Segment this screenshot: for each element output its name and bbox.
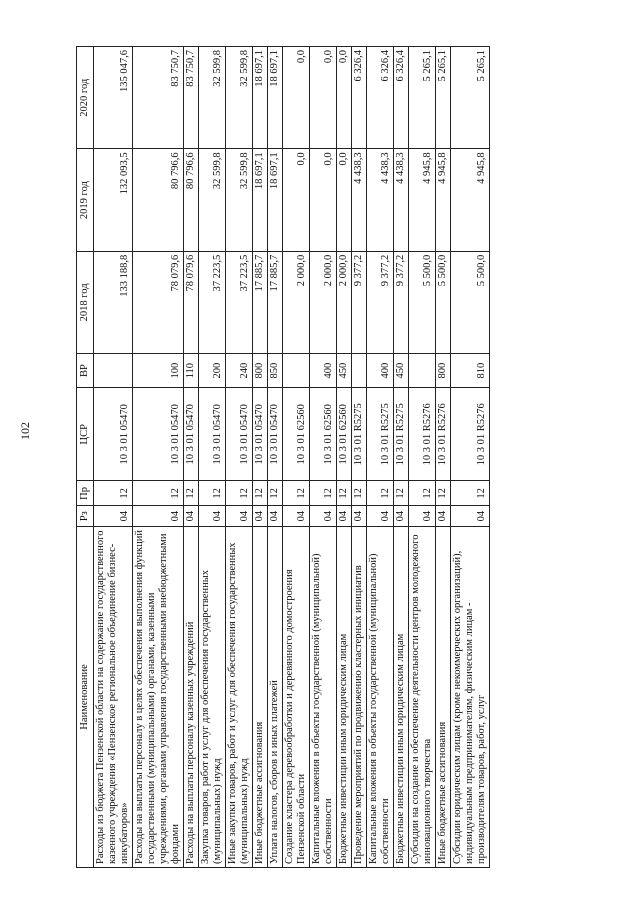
header-vr: ВР [77, 354, 94, 388]
row-vr: 800 [253, 354, 268, 388]
row-2018: 78 079,6 [184, 251, 199, 353]
row-2020: 5 265,1 [409, 47, 436, 149]
row-name: Расходы на выплаты персоналу казенных учреждений [184, 526, 199, 867]
row-rz: 04 [367, 506, 394, 526]
row-2020: 0,0 [337, 47, 352, 149]
row-2020: 6 326,4 [394, 47, 409, 149]
row-2018: 2 000,0 [283, 251, 310, 353]
row-pr: 12 [394, 481, 409, 506]
row-2018: 5 500,0 [451, 251, 490, 353]
row-2019: 4 945,8 [451, 149, 490, 251]
row-vr: 240 [226, 354, 253, 388]
row-csr: 10 3 01 05470 [268, 388, 283, 481]
row-rz: 04 [133, 506, 184, 526]
row-pr: 12 [451, 481, 490, 506]
row-2020: 6 326,4 [352, 47, 367, 149]
row-2018: 37 223,5 [199, 251, 226, 353]
table-row [133, 47, 184, 868]
row-vr [409, 354, 436, 388]
row-name: Расходы на выплаты персоналу в целях обеспечения выполнения функций государственными (муниципальными) органами, казенными учреждениями, органами управления государственными внебюджетными фондами [133, 526, 184, 867]
row-pr: 12 [199, 481, 226, 506]
row-rz: 04 [352, 506, 367, 526]
row-name: Иные бюджетные ассигнования [253, 526, 268, 867]
row-rz: 04 [394, 506, 409, 526]
row-csr: 10 3 01 62560 [337, 388, 352, 481]
row-vr: 850 [268, 354, 283, 388]
row-2020: 135 047,6 [94, 47, 133, 149]
row-rz: 04 [226, 506, 253, 526]
row-rz: 04 [199, 506, 226, 526]
row-rz: 04 [337, 506, 352, 526]
row-vr: 110 [184, 354, 199, 388]
row-2018: 5 500,0 [436, 251, 451, 353]
row-vr: 400 [367, 354, 394, 388]
row-2019: 0,0 [337, 149, 352, 251]
row-2020: 83 750,7 [184, 47, 199, 149]
row-2020: 18 697,1 [268, 47, 283, 149]
row-pr: 12 [409, 481, 436, 506]
row-pr: 12 [337, 481, 352, 506]
row-rz: 04 [184, 506, 199, 526]
row-csr: 10 3 01 05470 [199, 388, 226, 481]
row-pr: 12 [253, 481, 268, 506]
row-2020: 0,0 [310, 47, 337, 149]
row-2019: 80 796,6 [133, 149, 184, 251]
row-vr: 200 [199, 354, 226, 388]
row-2019: 18 697,1 [253, 149, 268, 251]
row-name: Бюджетные инвестиции иным юридическим лицам [337, 526, 352, 867]
row-csr: 10 3 01 05470 [94, 388, 133, 481]
row-2018: 2 000,0 [337, 251, 352, 353]
row-2018: 9 377,2 [394, 251, 409, 353]
row-csr: 10 3 01 R5276 [451, 388, 490, 481]
row-2018: 37 223,5 [226, 251, 253, 353]
row-2020: 18 697,1 [253, 47, 268, 149]
header-rz: Рз [77, 506, 94, 526]
row-2018: 17 885,7 [253, 251, 268, 353]
row-name: Иные бюджетные ассигнования [436, 526, 451, 867]
row-csr: 10 3 01 R5275 [394, 388, 409, 481]
table-row [226, 47, 253, 868]
row-pr: 12 [226, 481, 253, 506]
row-2020: 32 599,8 [226, 47, 253, 149]
table-row [436, 47, 451, 868]
row-name: Субсидии на создание и обеспечение деятельности центров молодежного инновационного творчества [409, 526, 436, 867]
row-name: Капитальные вложения в объекты государственной (муниципальной) собственности [367, 526, 394, 867]
table-row [394, 47, 409, 868]
row-name: Уплата налогов, сборов и иных платежей [268, 526, 283, 867]
row-vr [352, 354, 367, 388]
row-vr [283, 354, 310, 388]
row-csr: 10 3 01 05470 [184, 388, 199, 481]
row-rz: 04 [283, 506, 310, 526]
row-2018: 133 188,8 [94, 251, 133, 353]
row-2019: 132 093,5 [94, 149, 133, 251]
row-csr: 10 3 01 05470 [226, 388, 253, 481]
row-pr: 12 [184, 481, 199, 506]
page-number: 102 [18, 422, 32, 440]
header-2018: 2018 год [77, 251, 94, 353]
table-row [94, 47, 133, 868]
header-name: Наименование [77, 526, 94, 867]
row-rz: 04 [451, 506, 490, 526]
row-2020: 83 750,7 [133, 47, 184, 149]
row-csr: 10 3 01 05470 [253, 388, 268, 481]
row-csr: 10 3 01 R5276 [409, 388, 436, 481]
row-2020: 5 265,1 [436, 47, 451, 149]
row-2019: 80 796,6 [184, 149, 199, 251]
row-vr: 810 [451, 354, 490, 388]
table-row [451, 47, 490, 868]
row-vr [94, 354, 133, 388]
row-csr: 10 3 01 62560 [310, 388, 337, 481]
row-2020: 0,0 [283, 47, 310, 149]
row-name: Расходы из бюджета Пензенской области на содержание государственного казенного учреждения «Пензенское региональное объединение бизнес-инкубаторов» [94, 526, 133, 867]
row-2019: 4 438,3 [352, 149, 367, 251]
row-2018: 2 000,0 [310, 251, 337, 353]
table-row [283, 47, 310, 868]
row-2019: 32 599,8 [199, 149, 226, 251]
row-2019: 4 438,3 [367, 149, 394, 251]
row-2018: 9 377,2 [352, 251, 367, 353]
row-vr: 100 [133, 354, 184, 388]
row-name: Субсидии юридическим лицам (кроме некоммерческих организаций), индивидуальным предпринимателям, физическим лицам - производителям товаров, работ, услуг [451, 526, 490, 867]
header-2020: 2020 год [77, 47, 94, 149]
header-pr: Пр [77, 481, 94, 506]
table-row [310, 47, 337, 868]
row-name: Капитальные вложения в объекты государственной (муниципальной) собственности [310, 526, 337, 867]
row-name: Иные закупки товаров, работ и услуг для обеспечения государственных (муниципальных) нужд [226, 526, 253, 867]
row-pr: 12 [367, 481, 394, 506]
row-name: Бюджетные инвестиции иным юридическим лицам [394, 526, 409, 867]
table-row [367, 47, 394, 868]
row-2018: 5 500,0 [409, 251, 436, 353]
row-2019: 0,0 [310, 149, 337, 251]
row-pr: 12 [310, 481, 337, 506]
header-2019: 2019 год [77, 149, 94, 251]
table-header-row [77, 47, 94, 868]
row-csr: 10 3 01 R5276 [436, 388, 451, 481]
table-row [409, 47, 436, 868]
header-csr: ЦСР [77, 388, 94, 481]
row-rz: 04 [409, 506, 436, 526]
row-2019: 4 438,3 [394, 149, 409, 251]
row-2020: 5 265,1 [451, 47, 490, 149]
row-name: Проведение мероприятий по продвижению кластерных инициатив [352, 526, 367, 867]
row-rz: 04 [94, 506, 133, 526]
row-2020: 6 326,4 [367, 47, 394, 149]
row-2020: 32 599,8 [199, 47, 226, 149]
row-csr: 10 3 01 05470 [133, 388, 184, 481]
row-vr: 400 [310, 354, 337, 388]
row-2019: 4 945,8 [409, 149, 436, 251]
row-rz: 04 [310, 506, 337, 526]
row-pr: 12 [133, 481, 184, 506]
row-vr: 450 [394, 354, 409, 388]
row-vr: 800 [436, 354, 451, 388]
row-2019: 0,0 [283, 149, 310, 251]
table-row [199, 47, 226, 868]
row-vr: 450 [337, 354, 352, 388]
row-csr: 10 3 01 R5275 [352, 388, 367, 481]
row-rz: 04 [253, 506, 268, 526]
row-2018: 17 885,7 [268, 251, 283, 353]
table-row [337, 47, 352, 868]
row-2019: 4 945,8 [436, 149, 451, 251]
row-pr: 12 [94, 481, 133, 506]
budget-table [76, 46, 490, 868]
row-rz: 04 [436, 506, 451, 526]
table-row [184, 47, 199, 868]
row-pr: 12 [283, 481, 310, 506]
row-2019: 18 697,1 [268, 149, 283, 251]
row-name: Создание кластера деревообработки и деревянного домостроения Пензенской области [283, 526, 310, 867]
row-2018: 9 377,2 [367, 251, 394, 353]
row-csr: 10 3 01 62560 [283, 388, 310, 481]
table-row [268, 47, 283, 868]
row-name: Закупка товаров, работ и услуг для обеспечения государственных (муниципальных) нужд [199, 526, 226, 867]
row-2019: 32 599,8 [226, 149, 253, 251]
rotated-page [76, 46, 568, 868]
table-row [352, 47, 367, 868]
row-pr: 12 [436, 481, 451, 506]
row-pr: 12 [268, 481, 283, 506]
table-row [253, 47, 268, 868]
row-pr: 12 [352, 481, 367, 506]
row-rz: 04 [268, 506, 283, 526]
row-csr: 10 3 01 R5275 [367, 388, 394, 481]
row-2018: 78 079,6 [133, 251, 184, 353]
